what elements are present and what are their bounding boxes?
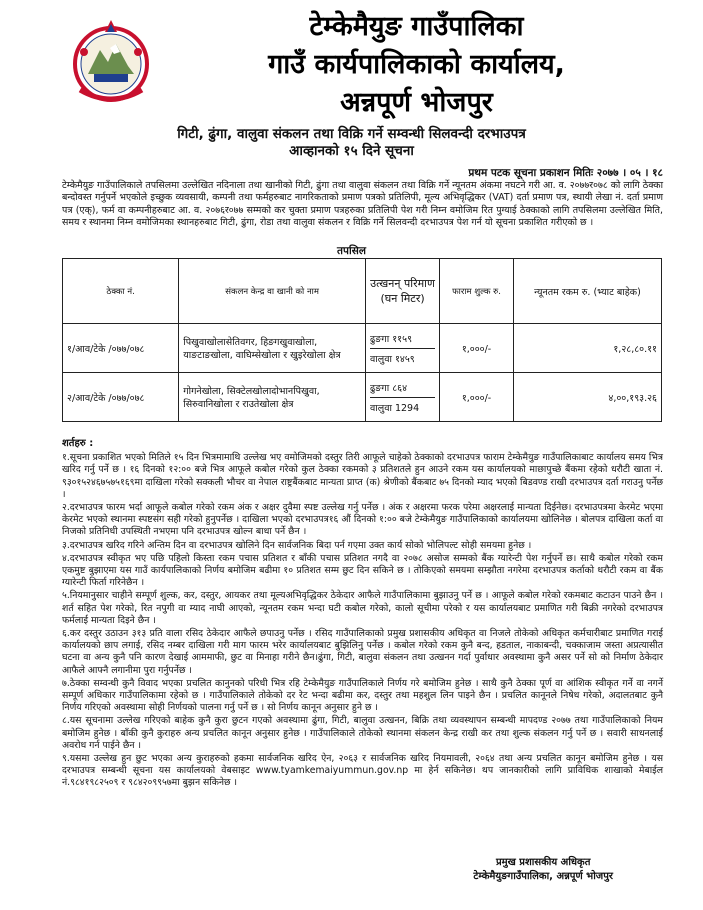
header-collection-center: संकलन केन्द्र वा खानी को नाम <box>179 259 366 324</box>
qty-sand: वालुवा 1294 <box>370 402 420 414</box>
qty-stone: ढुङगा ८६४ <box>370 378 435 398</box>
term-item: ६.कर दस्तुर उठाउन ३१३ प्रति वाला रसिद ठेकेदार आफैले छपाउनु पर्नेछ । रसिद गाउँपालिकाको प्रमुख प्रशासकीय अधिकृत वा निजले तोकेको अधिकृत कर्मचारीबाट प्रमाणित गराई कार्यालयको छाप लगाई, रसिद नम्बर दाखिला गरी माग फारम भरेर कार्यालयबाट बुझिलिनु पर्नेछ । कबोल गरेको रकम कुनै बन्द, हडताल, नाकाबन्दी, चक्काजाम जस्ता अप्रत्यासीत घटना वा अन्य कुनै पनि कारण देखाई आममाफी, छुट वा मिनाहा गरीने छैन।ढुंगा, गिटी, बालुवा संकलन तथा उत्खनन गर्दा पुर्वाधार अवस्थामा कुनै असर पर्ने सो को निर्माण ठेकेदार आफैले आफ्नै लगानीमा पुरा गर्नुपर्नेछ । <box>62 628 663 676</box>
subject-line-2: आव्हानको १५ दिने सूचना <box>289 143 414 159</box>
header-quantity: उत्खनन् परिमाण (घन मिटर) <box>366 259 440 324</box>
term-item: १.सूचना प्रकाशित भएको मितिले १५ दिन भित्रमामाथि उल्लेख भए वमोजिमको दस्तुर तिरी आफूले चाहेको ठेक्काको दरभाउपत्र फाराम टेम्केमैयुङ गाउँपालिकाबाट कार्यालय समय भित्र खरिद गर्नु पर्ने छ । १६ दिनको १२:०० बजे भित्र आफूले कबोल गरेको कुल ठेक्का रकमको ३ प्रतिशतले हुन आउने रकम यस कार्यालयको माछापुच्छे बैंकमा रहेको धरौटी खाता नं. ९३०१५२४६७५७५१६९मा दाखिला गरेको सक्कली भौचर वा नेपाल राष्ट्रबैंकबाट मान्यता प्राप्त (क) श्रेणीको बैंकबाट ७५ दिनको म्याद भएको बिडवण्ड राखी दरभाउपत्र दर्ता गराउनु पर्नेछ । <box>62 452 663 500</box>
row-contract-no: २/आव/टेके /०७७/०७८ <box>63 373 179 422</box>
header-line-1: टेम्केमैयुङ गाउँपालिका <box>309 11 524 42</box>
term-item: ५.नियमानुसार चाहीने सम्पूर्ण शुल्क, कर, दस्तुर, आयकर तथा मूल्यअभिवृद्धिकर ठेकेदार आफैले गाउँपालिकामा बुझाउनु पर्ने छ । आफूले कबोल गरेको रकमबाट कटाउन पाउने छैन । शर्त सहित पेश गरेको, रित नपुगी वा म्याद नाघी आएको, न्यूनतम रकम भन्दा घटी कबोल गरेको, कालो सूचीमा परेको र यस कार्यालयबाट प्रमाणित गरी बिक्री नगरेको दरभाउपत्र फर्मलाई मान्यता दिइने छैन । <box>62 590 663 626</box>
qty-sand: वालुवा १४५९ <box>370 353 415 365</box>
row-form-fee: १,०००/- <box>440 324 514 373</box>
row-quantity <box>366 373 440 422</box>
term-item: ७.ठेक्का सम्वन्धी कुनै विवाद भएका प्रचलित कानुनको परिधी भित्र रहि टेम्केमैयुङ गाउँपालिकाले निर्णय गरे बमोजिम हुनेछ । साथै कुनै ठेक्का पूर्ण वा आंशिक स्वीकृत गर्ने वा नगर्ने सम्पूर्ण अधिकार गाउँपालिकामा रहेको छ । गाउँपालिकाले तोकेको दर रेट भन्दा बढीमा कर, दस्तुर तथा महशुल लिन पाइने छैन । प्रचलित कानूनले निषेध गरेको, अदालतबाट कुनै निर्णय गरिएको अवस्थामा सोही निर्णयको पालना गर्नु पर्ने छ । सो निर्णय कानून अनुसार हुने छ । <box>62 677 663 714</box>
signatory-title: प्रमुख प्रशासकीय अधिकृत <box>495 857 591 868</box>
term-item: ८.यस सूचनामा उल्लेख गरिएको बाहेक कुनै कुरा छुटन गएको अवस्थामा ढुंगा, गिटी, बालुवा उत्खनन, बिक्रि तथा व्यवस्थापन सम्बन्धी मापदण्ड २०७७ तथा गाउँपालिकाको नियम बमोजिम हुनेछ । बाँकी कुनै कुराहरु अन्य प्रचलित कानून अनुसार हुनेछ । गाउँपालिकाले तोकेको स्थानमा संकलन केन्द्र राखी कर तथा शुल्क संकलन गर्नु पर्ने छ । सवारी साधनलाई अवरोध गर्न पाईने छैन । <box>62 715 663 751</box>
header-form-fee: फाराम शुल्क रु. <box>440 259 514 324</box>
header-line-3: अन्नपूर्ण भोजपुर <box>340 87 493 118</box>
header-line-2: गाउँ कार्यपालिकाको कार्यालय, <box>268 49 565 80</box>
header-contract-no: ठेक्का नं. <box>63 259 179 324</box>
term-item: ३.दरभाउपत्र खरिद गरिने अन्तिम दिन वा दरभाउपत्र खोलिने दिन सार्वजनिक बिदा पर्न गएमा उक्त कार्य सोको भोलिपल्ट सोही समयमा हुनेछ । <box>62 539 532 551</box>
row-quantity <box>366 324 440 373</box>
terms-heading: शर्तहरु : <box>62 438 94 449</box>
row-center: गोगनेखोला, सिक्टेलखोलादोभानपिखुवा, सिरुवानिखोला र राउतेखोला क्षेत्र <box>179 373 366 422</box>
notice-subject <box>40 126 663 160</box>
contract-table <box>62 258 662 422</box>
row-contract-no: १/आव/टेके /०७७/०७८ <box>63 324 179 373</box>
signature-block <box>473 856 613 884</box>
signatory-office: टेम्केमैयुङगाउँपालिका, अन्नपूर्ण भोजपुर <box>473 871 613 882</box>
terms-section <box>62 438 663 791</box>
government-emblem-icon <box>70 12 152 112</box>
row-min-amount: १,२८,८०.११ <box>513 324 661 373</box>
publication-date: प्रथम पटक सूचना प्रकाशन मितिः २०७७ । ०५ । १८ <box>468 167 663 179</box>
row-center: पिखुवाखोलासेतिवगर, हिङगखुवाखोला, याङटाङखोला, वाघिम्सेखोला र खुइरेखोला क्षेत्र <box>179 324 366 373</box>
term-item: ४.दरभाउपत्र स्वीकृत भए पछि पहिलो किस्ता रकम पचास प्रतिशत र बाँकी पचास प्रतिशत नगदै वा २०७८ असोज सम्मको बैंक ग्यारेन्टी पेश गर्नुपर्ने छ। साथै कबोल गरेको रकम एकमुष्ट बुझाएमा यस गाउँ कार्यपालिकाको निर्णय बमोजिम बढीमा १० प्रतिशत सम्म छुट दिन सकिने छ । तोकिएको समयमा सम्झौता नगरेमा दरभाउपत्र कर्ताको धरौटी रकम वा बैंक ग्यारेन्टी फिर्ता गरिनेछैन । <box>62 552 663 589</box>
subject-line-1: गिटी, ढुंगा, वालुवा संकलन तथा विक्रि गर्ने सम्वन्धी सिलवन्दी दरभाउपत्र <box>177 126 526 142</box>
intro-paragraph: टेम्केमैयुङ गाउँपालिकाले तपसिलमा उल्लेखित नदिनाला तथा खानीको गिटी, ढुंगा तथा वालुवा संकलन तथा विक्रि गर्ने न्यूनतम अंकमा नघटने गरी आ. व. २०७७र०७८ को लागि ठेक्का बन्दोवस्त गर्नुपर्ने भएकोले इच्छुक व्यवसायी, कम्पनी तथा फर्महरुबाट नागरिकताको प्रमाण पत्रको प्रतिलिपी, मूल्य अभिवृद्धिकर (VAT) दर्ता प्रमाण पत्र, स्थायी लेखा नं. दर्ता प्रमाण पत्र (एक्), फर्म वा कम्पनीहरुबाट आ. व. २०७६र०७७ सम्मको कर चुक्ता प्रमाण पत्रहरुका प्रतिलिपी पेश गरी निम्न वमोजिम रित पुग्याई ठेक्काको लागि तपसिलमा उल्लेखित मिति, समय र स्थानमा निम्न वमोजिमका स्थानहरुबाट गिटी, ढुंगा, रोडा तथा वालुवा संकलन र विक्रि गर्ने सिलवन्दी दरभाउपत्र पेश गर्न यो सूचना प्रकाशित गरीएको छ । <box>62 180 663 229</box>
row-form-fee: १,०००/- <box>440 373 514 422</box>
header-min-amount: न्यूनतम रकम रु. (भ्याट बाहेक) <box>513 259 661 324</box>
row-min-amount: ४,००,१९३.२६ <box>513 373 661 422</box>
table-header-row <box>63 259 662 324</box>
schedule-heading: तपसिल <box>337 245 366 257</box>
table-row <box>63 373 662 422</box>
term-item: २.दरभाउपत्र फारम भर्दा आफूले कबोल गरेको रकम अंक र अक्षर दुवैमा स्पष्ट उल्लेख गर्नु पर्नेछ । अंक र अक्षरमा फरक परेमा अक्षरलाई मान्यता दिईनेछ। दरभाउपत्रमा केरमेट भएमा केरमेट भएको स्थानमा स्पष्टसंग सही गरेको हुनुपर्नेछ । दाखिला भएको दरभाउपत्र१६ औं दिनको १:०० बजे टेम्केमैयुङ गाउँपालिकाको कार्यालयमा खोलिनेछ । बोलपत्र दाखिला कर्ता वा निजको प्रतिनिधी उपस्थिती नभएमा पनि दरभाउपत्र खोल्न बाधा पर्ने छैन । <box>62 502 663 538</box>
table-row <box>63 324 662 373</box>
term-item: ९.यसमा उल्लेख हुन छुट भएका अन्य कुराहरुको हकमा सार्वजनिक खरिद ऐन, २०६३ र सार्वजनिक खरिद नियमावली, २०६४ तथा अन्य प्रचलित कानून बमोजिम हुनेछ । यस दरभाउपत्र सम्बन्धी सूचना यस कार्यालयको वेबसाइट www.tyamkemaiyummun.gov.np मा हेर्न सकिनेछ। थप जानकारीको लागि प्राविधिक शाखाको मेबाईल नं.९८४१९८२५०९ र ९८४२०९९५७मा बुझन सकिनेछ । <box>62 753 663 789</box>
qty-stone: ढुङगा ११५९ <box>370 329 435 349</box>
